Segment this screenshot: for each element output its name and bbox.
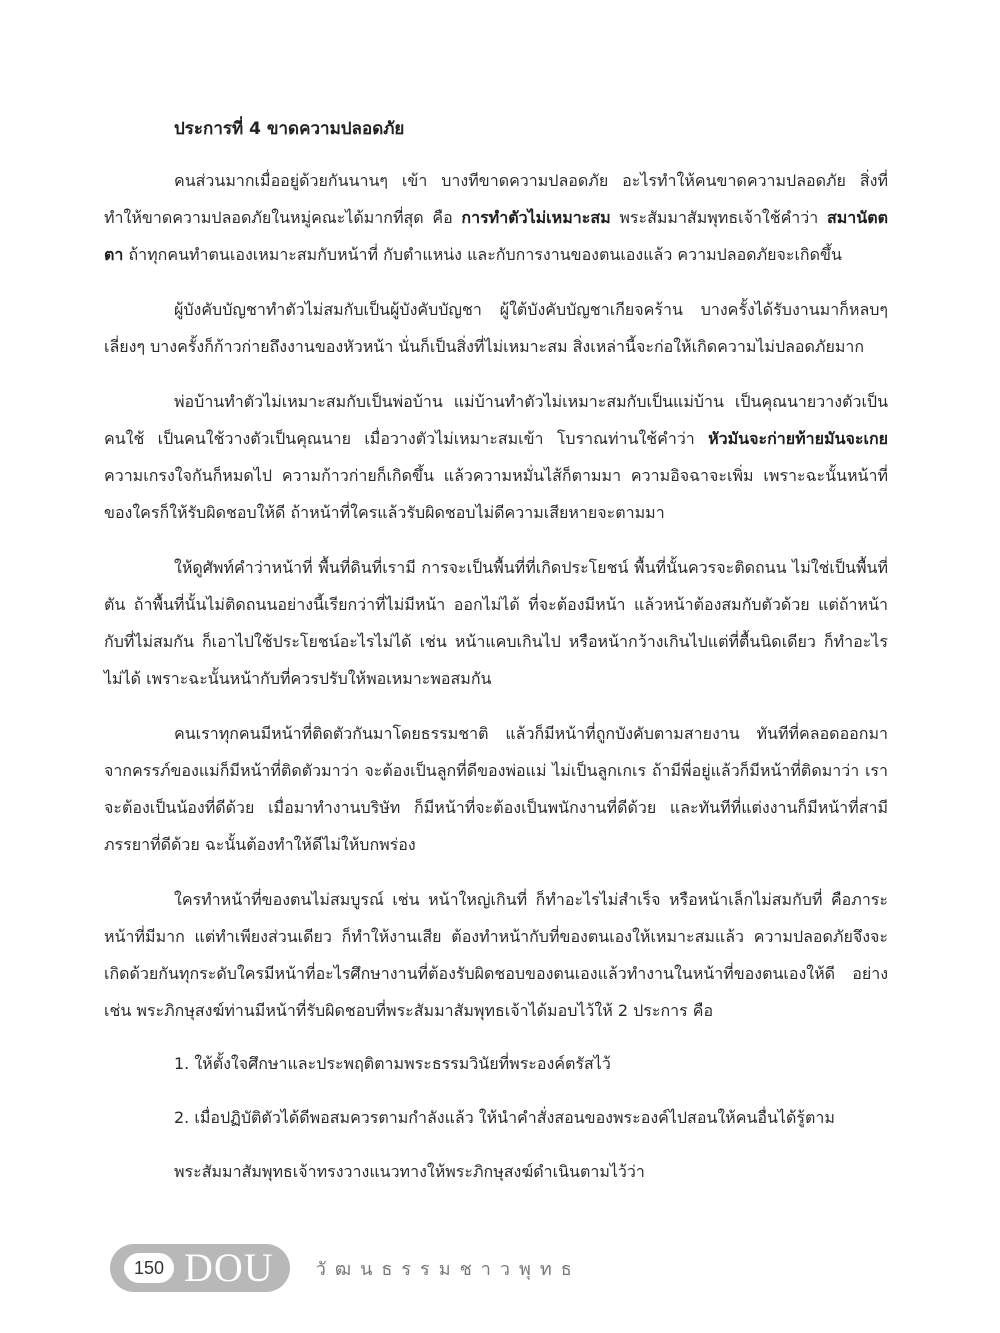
paragraph bbox=[104, 162, 888, 273]
paragraph bbox=[104, 291, 888, 365]
page-number: 150 bbox=[124, 1253, 174, 1283]
paragraph bbox=[104, 715, 888, 863]
closing-line: พระสัมมาสัมพุทธเจ้าทรงวางแนวทางให้พระภิกษุสงฆ์ดำเนินตามไว้ว่า bbox=[174, 1162, 645, 1181]
paragraph-text: คนส่วนมากเมื่ออยู่ด้วยกันนานๆ เข้า บางทีขาดความปลอดภัย อะไรทำให้คนขาดความปลอดภัย สิ่งที่ทำให้ขาดความปลอดภัยในหมู่คณะได้มากที่สุด คือ bbox=[104, 171, 888, 227]
paragraph bbox=[104, 383, 888, 531]
paragraph-text: พ่อบ้านทำตัวไม่เหมาะสมกับเป็นพ่อบ้าน แม่บ้านทำตัวไม่เหมาะสมกับเป็นแม่บ้าน เป็นคุณนายวางตัวเป็นคนใช้ เป็นคนใช้วางตัวเป็นคุณนาย เมื่อวางตัวไม่เหมาะสมเข้า โบราณท่านใช้คำว่า bbox=[104, 392, 888, 448]
page-body bbox=[104, 116, 888, 1189]
paragraph bbox=[104, 881, 888, 1029]
book-title: วัฒนธรรมชาวพุทธ bbox=[315, 1258, 581, 1280]
bold-term: การทำตัวไม่เหมาะสม bbox=[461, 208, 611, 227]
bold-term: หัวมันจะก่ายท้ายมันจะเกย bbox=[708, 429, 888, 448]
dou-logo: DOU bbox=[184, 1245, 274, 1290]
page-footer bbox=[110, 1244, 581, 1292]
paragraph-text: ความเกรงใจกันก็หมดไป ความก้าวก่ายก็เกิดขึ้น แล้วความหมั่นไส้ก็ตามมา ความอิจฉาจะเพิ่ม เพราะฉะนั้นหน้าที่ของใครก็ให้รับผิดชอบให้ดี ถ้าหน้าที่ใครแล้วรับผิดชอบไม่ดีความเสียหายจะตามมา bbox=[104, 466, 888, 522]
footer-badge bbox=[110, 1244, 290, 1292]
paragraph-text: ถ้าทุกคนทำตนเองเหมาะสมกับหน้าที่ กับตำแหน่ง และกับการงานของตนเองแล้ว ความปลอดภัยจะเกิดขึ้น bbox=[123, 245, 842, 264]
paragraph-text: คนเราทุกคนมีหน้าที่ติดตัวกันมาโดยธรรมชาติ แล้วก็มีหน้าที่ถูกบังคับตามสายงาน ทันทีที่คลอดออกมาจากครรภ์ของแม่ก็มีหน้าที่ติดตัวมาว่า จะต้องเป็นลูกที่ดีของพ่อแม่ ไม่เป็นลูกเกเร ถ้ามีพี่อยู่แล้วก็มีหน้าที่ติดมาว่า เราจะต้องเป็นน้องที่ดีด้วย เมื่อมาทำงานบริษัท ก็มีหน้าที่จะต้องเป็นพนักงานที่ดีด้วย และทันทีที่แต่งงานก็มีหน้าที่สามีภรรยาที่ดีด้วย ฉะนั้นต้องทำให้ดีไม่ให้บกพร่อง bbox=[104, 724, 888, 854]
list-item: 2. เมื่อปฏิบัติตัวได้ดีพอสมควรตามกำลังแล้ว ให้นำคำสั่งสอนของพระองค์ไปสอนให้คนอื่นได้รู้ตาม bbox=[174, 1108, 835, 1127]
paragraph-text: ผู้บังคับบัญชาทำตัวไม่สมกับเป็นผู้บังคับบัญชา ผู้ใต้บังคับบัญชาเกียจคร้าน บางครั้งได้รับงานมาก็หลบๆ เลี่ยงๆ บางครั้งก็ก้าวก่ายถึงงานของหัวหน้า นั่นก็เป็นสิ่งที่ไม่เหมาะสม สิ่งเหล่านี้จะก่อให้เกิดความไม่ปลอดภัยมาก bbox=[104, 300, 888, 356]
section-heading: ประการที่ 4 ขาดความปลอดภัย bbox=[174, 119, 405, 139]
paragraph-text: ให้ดูศัพท์คำว่าหน้าที่ พื้นที่ดินที่เรามี การจะเป็นพื้นที่ที่เกิดประโยชน์ พื้นที่นั้นควรจะติดถนน ไม่ใช่เป็นพื้นที่ตัน ถ้าพื้นที่นั้นไม่ติดถนนอย่างนี้เรียกว่าที่ไม่มีหน้า ออกไม่ได้ ที่จะต้องมีหน้า แล้วหน้าต้องสมกับตัวด้วย แต่ถ้าหน้ากับที่ไม่สมกัน ก็เอาไปใช้ประโยชน์อะไรไม่ได้ เช่น หน้าแคบเกินไป หรือหน้ากว้างเกินไปแต่ที่ตื้นนิดเดียว ก็ทำอะไรไม่ได้ เพราะฉะนั้นหน้ากับที่ควรปรับให้พอเหมาะพอสมกัน bbox=[104, 558, 888, 688]
paragraph-text: ใครทำหน้าที่ของตนไม่สมบูรณ์ เช่น หน้าใหญ่เกินที่ ก็ทำอะไรไม่สำเร็จ หรือหน้าเล็กไม่สมกับที่ คือภาระหน้าที่มีมาก แต่ทำเพียงส่วนเดียว ก็ทำให้งานเสีย ต้องทำหน้ากับที่ของตนเองให้เหมาะสมแล้ว ความปลอดภัยจึงจะเกิดด้วยกันทุกระดับใครมีหน้าที่อะไรศึกษางานที่ต้องรับผิดชอบของตนเองแล้วทำงานในหน้าที่ของตนเองให้ดี อย่างเช่น พระภิกษุสงฆ์ท่านมีหน้าที่รับผิดชอบที่พระสัมมาสัมพุทธเจ้าได้มอบไว้ให้ 2 ประการ คือ bbox=[104, 890, 888, 1020]
bold-term: สมานัตตตา bbox=[104, 208, 888, 264]
paragraph-text: พระสัมมาสัมพุทธเจ้าใช้คำว่า bbox=[610, 208, 827, 227]
paragraph bbox=[104, 549, 888, 697]
list-item: 1. ให้ตั้งใจศึกษาและประพฤติตามพระธรรมวินัยที่พระองค์ตรัสไว้ bbox=[174, 1054, 611, 1073]
